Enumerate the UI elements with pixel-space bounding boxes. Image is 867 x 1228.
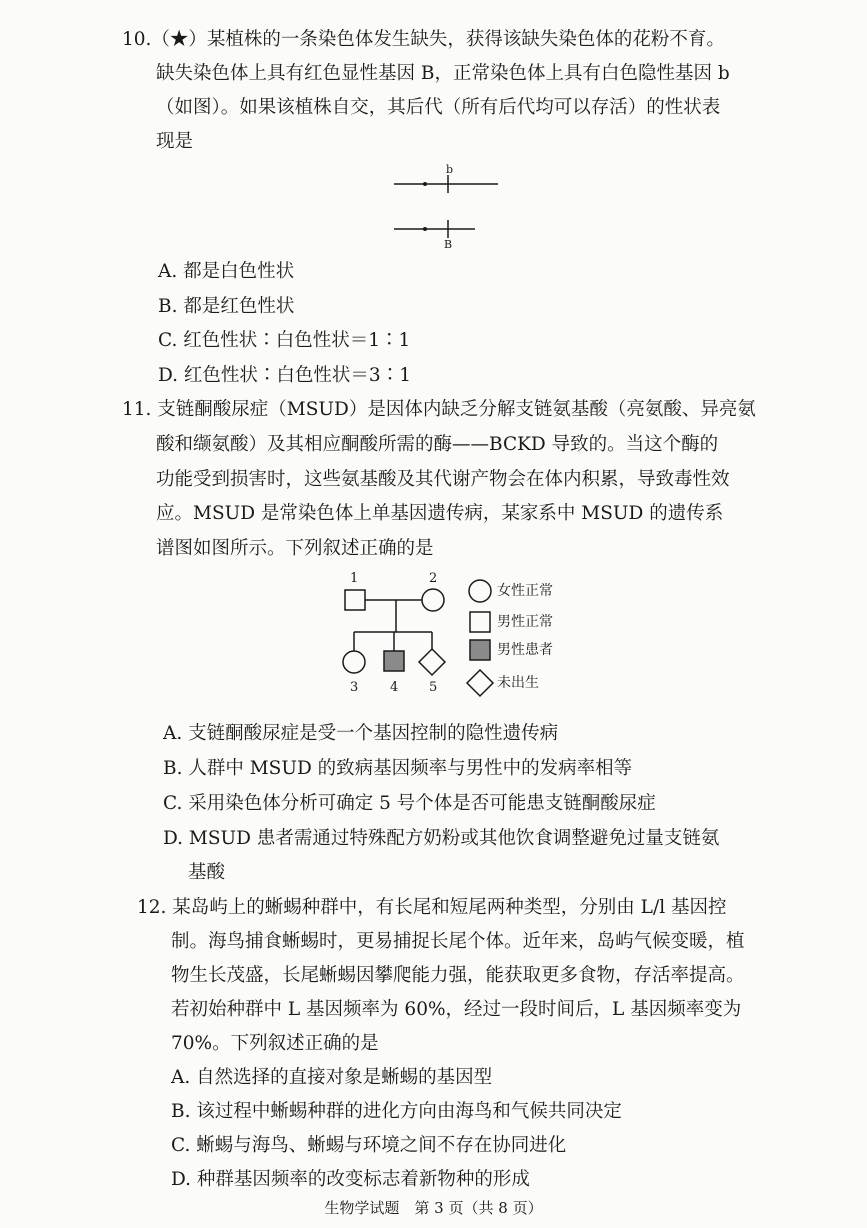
q10-stem-line: （如图）。如果该植株自交，其后代（所有后代均可以存活）的性状表 [156, 97, 721, 118]
pedigree-number-5: 5 [429, 680, 438, 695]
legend-unborn-icon [467, 670, 493, 696]
centromere-bottom [423, 227, 427, 231]
pedigree-chart [330, 566, 470, 698]
q12-option-c: C. 蜥蜴与海鸟、蜥蜴与环境之间不存在协同进化 [171, 1135, 567, 1156]
q11-option-b: B. 人群中 MSUD 的致病基因频率与男性中的发病率相等 [163, 758, 633, 779]
individual-3-normal-female [343, 651, 365, 673]
q10-stem-line: 缺失染色体上具有红色显性基因 B，正常染色体上具有白色隐性基因 b [156, 63, 730, 84]
q12-stem-line: 70%。下列叙述正确的是 [171, 1033, 379, 1054]
chromosome-figure [388, 160, 508, 252]
q10-stem-line: 现是 [156, 131, 194, 152]
pedigree-legend-symbols [462, 574, 498, 702]
legend-label-male-normal: 男性正常 [497, 614, 553, 630]
q12-option-b: B. 该过程中蜥蜴种群的进化方向由海鸟和气候共同决定 [171, 1101, 622, 1122]
q11-option-a: A. 支链酮酸尿症是受一个基因控制的隐性遗传病 [163, 723, 559, 744]
q11-option-c: C. 采用染色体分析可确定 5 号个体是否可能患支链酮酸尿症 [163, 793, 656, 814]
gene-label-B: B [444, 238, 453, 251]
pedigree-number-3: 3 [350, 680, 359, 695]
q12-option-d: D. 种群基因频率的改变标志着新物种的形成 [171, 1169, 530, 1190]
q10-option-d: D. 红色性状∶白色性状＝3∶1 [158, 365, 411, 386]
gene-label-b: b [446, 163, 454, 176]
q10-stem-line: 10.（★）某植株的一条染色体发生缺失，获得该缺失染色体的花粉不育。 [122, 29, 725, 50]
q11-stem-line: 谱图如图所示。下列叙述正确的是 [156, 538, 434, 559]
legend-male-affected-icon [470, 640, 490, 660]
q12-stem-line: 物生长茂盛，长尾蜥蜴因攀爬能力强，能获取更多食物，存活率提高。 [171, 965, 745, 986]
q10-option-c: C. 红色性状∶白色性状＝1∶1 [158, 330, 411, 351]
pedigree-number-4: 4 [390, 680, 399, 695]
q11-option-d: D. MSUD 患者需通过特殊配方奶粉或其他饮食调整避免过量支链氨 [163, 828, 720, 849]
q12-stem-line: 制。海鸟捕食蜥蜴时，更易捕捉长尾个体。近年来，岛屿气候变暖，植 [171, 931, 745, 952]
individual-5-unborn [419, 649, 445, 675]
individual-2-normal-female [422, 589, 444, 611]
legend-male-normal-icon [470, 612, 490, 632]
legend-female-normal-icon [469, 580, 491, 602]
pedigree-number-1: 1 [350, 571, 359, 586]
q10-option-a: A. 都是白色性状 [158, 261, 295, 282]
q12-stem-line: 若初始种群中 L 基因频率为 60%，经过一段时间后，L 基因频率变为 [171, 999, 742, 1020]
q11-option-d-cont: 基酸 [188, 862, 226, 883]
individual-1-normal-male [345, 590, 365, 610]
pedigree-number-2: 2 [429, 571, 438, 586]
q10-option-b: B. 都是红色性状 [158, 296, 295, 317]
legend-label-male-affected: 男性患者 [497, 642, 553, 658]
page-footer: 生物学试题 第 3 页（共 8 页） [324, 1199, 543, 1217]
legend-label-unborn: 未出生 [497, 675, 539, 691]
q11-stem-line: 应。MSUD 是常染色体上单基因遗传病，某家系中 MSUD 的遗传系 [156, 503, 724, 524]
individual-4-affected-male [384, 651, 404, 671]
q11-stem-line: 酸和缬氨酸）及其相应酮酸所需的酶——BCKD 导致的。当这个酶的 [156, 434, 719, 455]
q11-stem-line: 功能受到损害时，这些氨基酸及其代谢产物会在体内积累，导致毒性效 [156, 469, 730, 490]
q12-option-a: A. 自然选择的直接对象是蜥蜴的基因型 [171, 1067, 493, 1088]
legend-label-female-normal: 女性正常 [497, 583, 553, 599]
q12-stem-line: 12. 某岛屿上的蜥蜴种群中，有长尾和短尾两种类型，分别由 L/l 基因控 [137, 897, 727, 918]
centromere-top [423, 182, 427, 186]
q11-stem-line: 11. 支链酮酸尿症（MSUD）是因体内缺乏分解支链氨基酸（亮氨酸、异亮氨 [122, 399, 756, 420]
